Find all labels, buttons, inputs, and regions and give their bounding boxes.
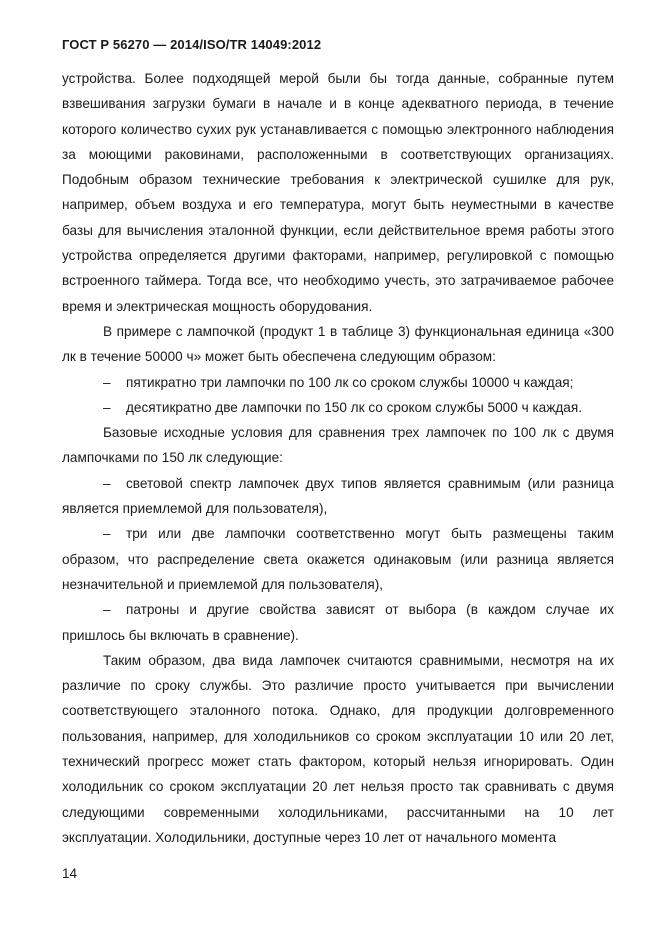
dash-marker: –	[103, 602, 111, 618]
list-item-text: световой спектр лампочек двух типов является сравнимым (или разница является приемлемой для пользователя),	[62, 475, 614, 517]
dash-marker: –	[103, 374, 111, 390]
paragraph: Таким образом, два вида лампочек считаются сравнимыми, несмотря на их различие по сроку службы. Это различие просто учитывается при вычислении соответствующего эталонного потока. Однако, для продукции долговременного пользования, например, для холодильников со сроком эксплуатации 10 или 20 лет, технический прогресс может стать фактором, который нельзя игнорировать. Один холодильник со сроком эксплуатации 20 лет нельзя просто так сравнивать с двумя следующими современными холодильниками, рассчитанными на 10 лет эксплуатации. Холодильники, доступные через 10 лет от начального момента	[62, 652, 614, 845]
document-body	[62, 66, 614, 850]
list-item	[62, 370, 614, 395]
paragraph: В примере с лампочкой (продукт 1 в таблице 3) функциональная единица «300 лк в течение 50000 ч» может быть обеспечена следующим образом:	[62, 323, 614, 365]
list-item	[62, 471, 614, 522]
list-item-text: десятикратно две лампочки по 150 лк со сроком службы 5000 ч каждая.	[126, 399, 582, 415]
list-item	[62, 521, 614, 597]
list-item	[62, 395, 614, 420]
dash-marker: –	[103, 475, 111, 491]
document-header: ГОСТ Р 56270 — 2014/ISO/TR 14049:2012	[62, 37, 322, 52]
list-item-text: патроны и другие свойства зависят от выбора (в каждом случае их пришлось бы включать в сравнение).	[62, 602, 614, 643]
list-item-text: три или две лампочки соответственно могут быть размещены таким образом, что распределение света окажется одинаковым (или разница является незначительной и приемлемой для пользователя),	[62, 526, 614, 592]
paragraph: Базовые исходные условия для сравнения трех лампочек по 100 лк с двумя лампочками по 150 лк следующие:	[62, 425, 614, 466]
dash-marker: –	[103, 399, 111, 415]
list-item-text: пятикратно три лампочки по 100 лк со сроком службы 10000 ч каждая;	[126, 374, 574, 390]
page-number: 14	[62, 866, 78, 881]
paragraph: устройства. Более подходящей мерой были бы тогда данные, собранные путем взвешивания загрузки бумаги в начале и в конце адекватного периода, в течение которого количество сухих рук устанавливается с помощью электронного наблюдения за моющими раковинами, расположенными в соответствующих организациях. Подобным образом технические требования к электрической сушилке для рук, например, объем воздуха и его температура, могут быть неуместными в качестве базы для вычисления эталонной функции, если действительное время работы этого устройства определяется другими факторами, например, регулировкой с помощью встроенного таймера. Тогда все, что необходимо учесть, это затрачиваемое рабочее время и электрическая мощность оборудования.	[62, 71, 614, 314]
list-item	[62, 597, 614, 648]
dash-marker: –	[103, 526, 111, 542]
